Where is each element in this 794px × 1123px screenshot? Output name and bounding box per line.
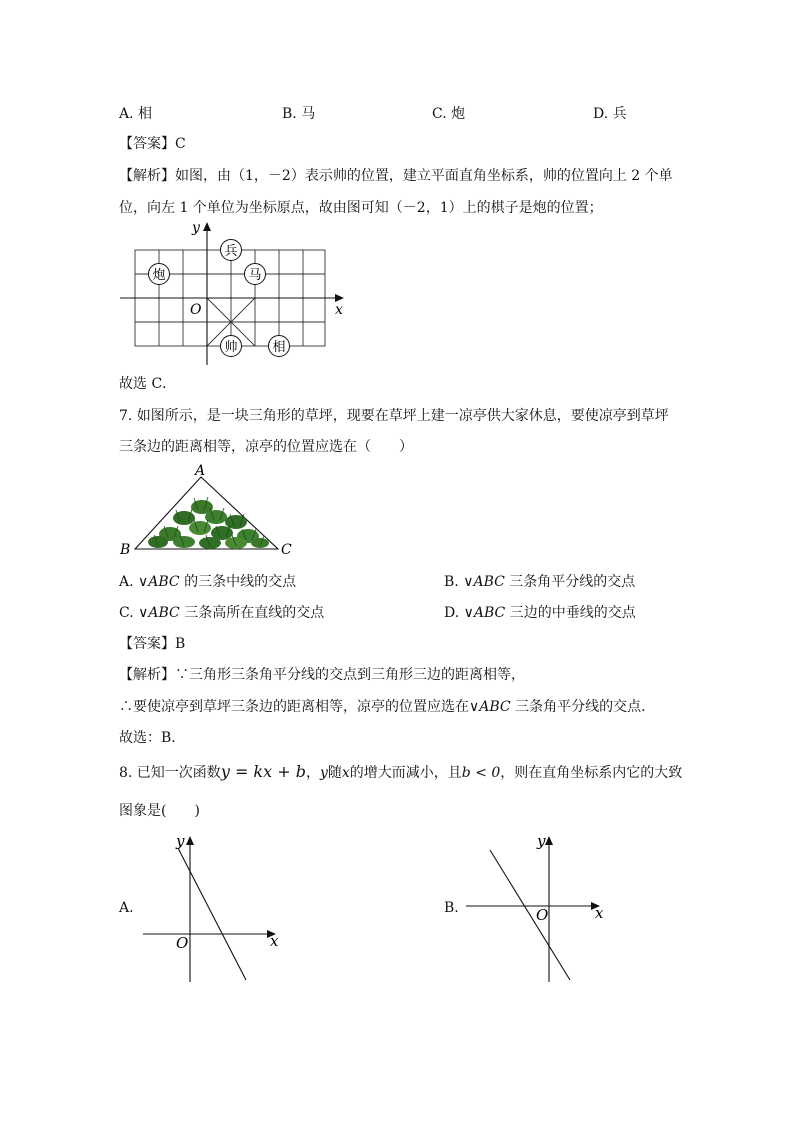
q6-conclusion: 故选 C． [119, 376, 177, 392]
piece-shuai [221, 336, 242, 357]
svg-text:兵: 兵 [224, 244, 238, 259]
q7-analysis-line1: 【解析】∵三角形三条角平分线的交点到三角形三边的距离相等， [119, 667, 525, 683]
x-axis-arrow [335, 294, 344, 302]
graph-a-line [178, 848, 246, 980]
y-axis-label: y [192, 220, 200, 236]
q8-graph-b [462, 832, 622, 982]
triangle-lawn-figure [118, 462, 298, 557]
svg-text:炮: 炮 [152, 268, 166, 283]
graph-b-x-label: x [595, 904, 604, 922]
q6-option-d: D. 兵 [593, 106, 627, 122]
svg-text:相: 相 [272, 340, 286, 355]
graph-a-origin-label: O [176, 934, 189, 952]
q7-analysis-line2: ∴要使凉亭到草坪三条边的距离相等，凉亭的位置应选在∨ABC 三条角平分线的交点． [119, 699, 656, 715]
q6-answer: 【答案】C [119, 136, 186, 152]
q8-stem-line2: 图象是( ) [119, 803, 200, 819]
graph-a-x-label: x [270, 932, 279, 950]
vertex-b-label: B [120, 542, 131, 558]
q7-answer: 【答案】B [119, 636, 186, 652]
piece-ma [245, 264, 266, 285]
y-axis-arrow [203, 222, 211, 231]
q7-option-d: D. ∨ABC 三边的中垂线的交点 [444, 605, 636, 621]
graph-b-line [490, 850, 570, 980]
q8-graph-a [140, 832, 290, 982]
q7-stem-line2: 三条边的距离相等，凉亭的位置应选在（ ） [119, 439, 413, 455]
vertex-c-label: C [281, 542, 292, 558]
q6-option-a: A. 相 [119, 106, 153, 122]
q8-graph-a-letter: A. [119, 900, 134, 916]
q8-stem-line1: 8. 已知一次函数y = kx + b，y随x的增大而减小，且b < 0，则在直角坐标系内它的大致 [119, 762, 683, 781]
graph-a-y-label: y [176, 832, 185, 850]
svg-text:帅: 帅 [224, 340, 238, 355]
piece-bing [221, 240, 242, 261]
vertex-a-label: A [195, 463, 206, 479]
origin-label: O [190, 302, 202, 318]
q6-option-c: C. 炮 [432, 106, 466, 122]
q6-option-b: B. 马 [282, 106, 316, 122]
q7-conclusion: 故选：B． [119, 730, 186, 746]
graph-b-origin-label: O [536, 906, 549, 924]
chessboard-figure [120, 220, 350, 370]
q8-formula: y = kx + b [220, 762, 306, 781]
q7-option-b: B. ∨ABC 三条角平分线的交点 [444, 574, 636, 590]
q7-option-a: A. ∨ABC 的三条中线的交点 [119, 574, 297, 590]
q7-stem-line1: 7. 如图所示，是一块三角形的草坪，现要在草坪上建一凉亭供大家休息，要使凉亭到草坪 [119, 408, 669, 424]
q7-option-c: C. ∨ABC 三条高所在直线的交点 [119, 605, 325, 621]
q8-graph-b-letter: B. [444, 900, 459, 916]
graph-b-y-arrow [545, 836, 553, 845]
q6-analysis-line2: 位，向左 1 个单位为坐标原点，故由图可知（－2，1）上的棋子是炮的位置； [119, 200, 603, 216]
q6-analysis-line1: 【解析】如图，由（1，－2）表示帅的位置，建立平面直角坐标系，帅的位置向上 2 个单 [119, 168, 673, 184]
piece-xiang [269, 336, 290, 357]
svg-text:马: 马 [248, 268, 262, 283]
graph-a-y-arrow [186, 836, 194, 845]
x-axis-label: x [335, 302, 343, 318]
piece-pao [149, 264, 170, 285]
graph-b-y-label: y [537, 832, 546, 850]
q8-condition: b < 0 [461, 765, 501, 781]
